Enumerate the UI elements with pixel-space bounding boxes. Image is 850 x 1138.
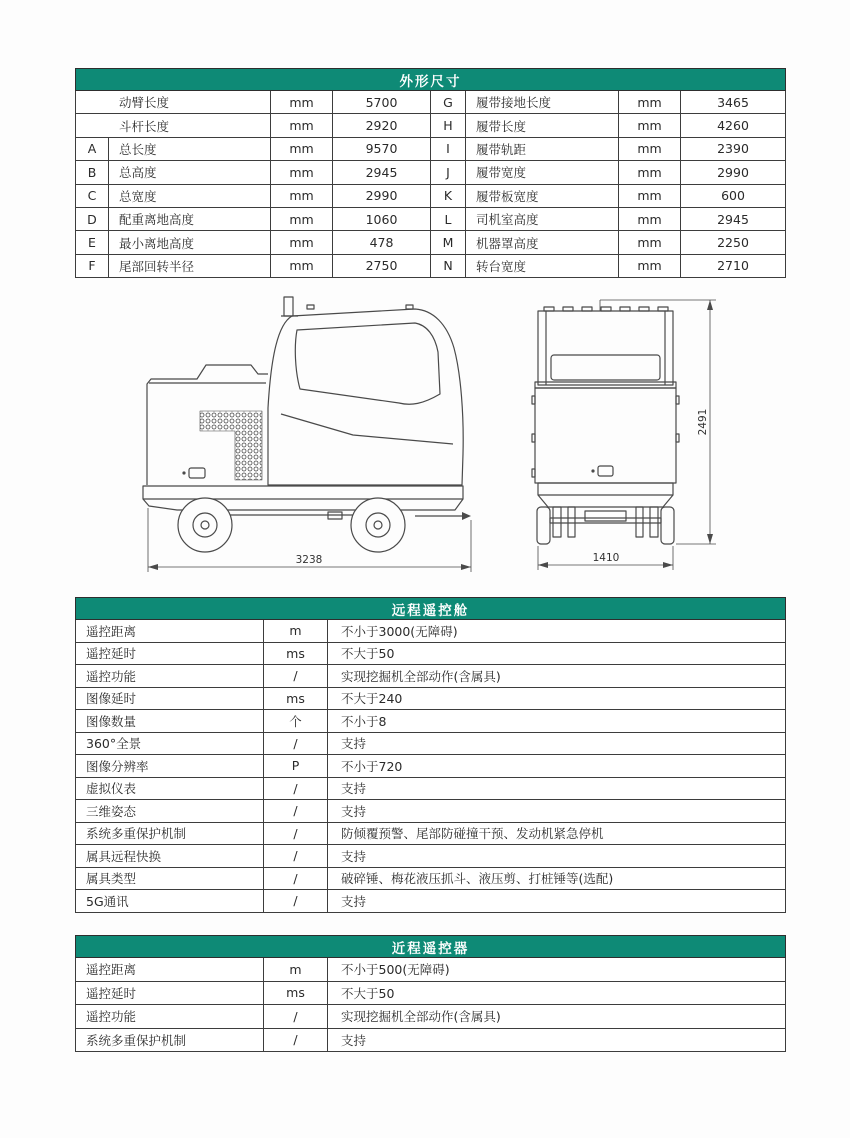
row-value: 478 [333, 231, 431, 254]
table-row [76, 642, 786, 665]
row-unit: mm [271, 161, 333, 184]
row-letter: K [431, 184, 466, 207]
row-label: 系统多重保护机制 [76, 1028, 264, 1052]
table-row [76, 732, 786, 755]
table-row [76, 710, 786, 733]
table-row [76, 231, 786, 254]
dimension-label-rear-height: 2491 [697, 408, 709, 436]
row-label: 履带轨距 [466, 137, 619, 160]
table-row [76, 800, 786, 823]
row-letter: C [76, 184, 109, 207]
row-letter: E [76, 231, 109, 254]
table-row [76, 1005, 786, 1029]
table-row [76, 161, 786, 184]
row-unit: / [264, 777, 328, 800]
row-value: 2990 [333, 184, 431, 207]
table-row [76, 1028, 786, 1052]
row-unit: mm [271, 231, 333, 254]
row-letter: D [76, 207, 109, 230]
row-label: 机器罩高度 [466, 231, 619, 254]
table-row [76, 890, 786, 913]
row-value: 2945 [333, 161, 431, 184]
row-unit: / [264, 665, 328, 688]
row-value: 不小于720 [328, 755, 786, 778]
row-value: 2250 [681, 231, 786, 254]
row-label: 图像延时 [76, 687, 264, 710]
row-label: 属具远程快换 [76, 845, 264, 868]
dimensions-table [75, 68, 786, 278]
table-row [76, 114, 786, 137]
row-label: 履带板宽度 [466, 184, 619, 207]
row-unit: ms [264, 642, 328, 665]
row-unit: mm [619, 207, 681, 230]
row-unit: / [264, 845, 328, 868]
row-unit: / [264, 1005, 328, 1029]
row-value: 支持 [328, 1028, 786, 1052]
row-unit: / [264, 890, 328, 913]
row-label: 斗杆长度 [76, 114, 271, 137]
table-row [76, 687, 786, 710]
row-label: 遥控功能 [76, 1005, 264, 1029]
table-row [76, 755, 786, 778]
row-value: 支持 [328, 732, 786, 755]
row-unit: mm [271, 91, 333, 114]
row-value: 实现挖掘机全部动作(含属具) [328, 665, 786, 688]
row-unit: m [264, 620, 328, 643]
row-letter: N [431, 254, 466, 277]
row-label: 三维姿态 [76, 800, 264, 823]
near-remote-table [75, 935, 786, 1052]
row-label: 遥控距离 [76, 958, 264, 982]
row-value: 2750 [333, 254, 431, 277]
row-value: 支持 [328, 777, 786, 800]
row-unit: / [264, 822, 328, 845]
row-value: 实现挖掘机全部动作(含属具) [328, 1005, 786, 1029]
row-label: 尾部回转半径 [109, 254, 271, 277]
row-value: 2945 [681, 207, 786, 230]
technical-drawings [0, 286, 850, 582]
row-unit: mm [619, 114, 681, 137]
row-label: 转台宽度 [466, 254, 619, 277]
row-label: 虚拟仪表 [76, 777, 264, 800]
row-value: 3465 [681, 91, 786, 114]
row-unit: mm [619, 137, 681, 160]
table-row [76, 958, 786, 982]
table-row [76, 845, 786, 868]
row-label: 总宽度 [109, 184, 271, 207]
table-header-row [76, 936, 786, 958]
row-value: 不小于500(无障碍) [328, 958, 786, 982]
row-value: 5700 [333, 91, 431, 114]
row-label: 属具类型 [76, 867, 264, 890]
row-label: 5G通讯 [76, 890, 264, 913]
row-value: 支持 [328, 845, 786, 868]
table-row [76, 822, 786, 845]
table-row [76, 184, 786, 207]
table-row [76, 620, 786, 643]
row-value: 2990 [681, 161, 786, 184]
table-row [76, 207, 786, 230]
row-label: 遥控延时 [76, 642, 264, 665]
row-value: 不大于50 [328, 642, 786, 665]
row-label: 司机室高度 [466, 207, 619, 230]
row-value: 2920 [333, 114, 431, 137]
table-title: 外形尺寸 [76, 69, 786, 91]
row-label: 图像数量 [76, 710, 264, 733]
remote-cabin-table [75, 597, 786, 913]
table-row [76, 777, 786, 800]
row-unit: / [264, 867, 328, 890]
row-label: 履带宽度 [466, 161, 619, 184]
table-row [76, 91, 786, 114]
row-value: 支持 [328, 890, 786, 913]
row-value: 2390 [681, 137, 786, 160]
row-unit: mm [619, 184, 681, 207]
row-value: 支持 [328, 800, 786, 823]
rear-view-drawing [520, 286, 730, 582]
row-value: 2710 [681, 254, 786, 277]
side-view-drawing [85, 286, 505, 582]
row-unit: mm [619, 91, 681, 114]
row-unit: ms [264, 981, 328, 1005]
row-unit: ms [264, 687, 328, 710]
row-label: 360°全景 [76, 732, 264, 755]
row-label: 最小离地高度 [109, 231, 271, 254]
row-unit: mm [271, 207, 333, 230]
row-label: 履带接地长度 [466, 91, 619, 114]
table-header-row [76, 69, 786, 91]
row-value: 不大于240 [328, 687, 786, 710]
row-label: 遥控功能 [76, 665, 264, 688]
table-row [76, 137, 786, 160]
row-label: 遥控距离 [76, 620, 264, 643]
dimension-label-rear-width: 1410 [592, 552, 620, 564]
row-unit: m [264, 958, 328, 982]
row-label: 图像分辨率 [76, 755, 264, 778]
table-title: 远程遥控舱 [76, 598, 786, 620]
row-label: 遥控延时 [76, 981, 264, 1005]
row-unit: mm [271, 184, 333, 207]
row-value: 1060 [333, 207, 431, 230]
row-letter: L [431, 207, 466, 230]
row-letter: F [76, 254, 109, 277]
row-letter: J [431, 161, 466, 184]
row-label: 系统多重保护机制 [76, 822, 264, 845]
table-row [76, 981, 786, 1005]
table-header-row [76, 598, 786, 620]
dimension-label-side-length: 3238 [295, 554, 323, 566]
row-letter: B [76, 161, 109, 184]
row-value: 600 [681, 184, 786, 207]
table-title: 近程遥控器 [76, 936, 786, 958]
row-unit: / [264, 1028, 328, 1052]
row-value: 4260 [681, 114, 786, 137]
row-letter: H [431, 114, 466, 137]
table-row [76, 665, 786, 688]
row-letter: M [431, 231, 466, 254]
row-label: 总高度 [109, 161, 271, 184]
row-unit: mm [619, 254, 681, 277]
row-value: 不小于8 [328, 710, 786, 733]
row-value: 9570 [333, 137, 431, 160]
row-letter: I [431, 137, 466, 160]
row-value: 防倾覆预警、尾部防碰撞干预、发动机紧急停机 [328, 822, 786, 845]
row-unit: mm [619, 231, 681, 254]
row-value: 破碎锤、梅花液压抓斗、液压剪、打桩锤等(选配) [328, 867, 786, 890]
row-unit: / [264, 732, 328, 755]
row-unit: mm [619, 161, 681, 184]
row-label: 履带长度 [466, 114, 619, 137]
row-letter: A [76, 137, 109, 160]
row-unit: P [264, 755, 328, 778]
row-label: 动臂长度 [76, 91, 271, 114]
row-unit: mm [271, 114, 333, 137]
table-row [76, 254, 786, 277]
row-unit: / [264, 800, 328, 823]
row-label: 总长度 [109, 137, 271, 160]
row-value: 不大于50 [328, 981, 786, 1005]
row-label: 配重离地高度 [109, 207, 271, 230]
row-value: 不小于3000(无障碍) [328, 620, 786, 643]
table-row [76, 867, 786, 890]
row-letter: G [431, 91, 466, 114]
row-unit: mm [271, 254, 333, 277]
row-unit: mm [271, 137, 333, 160]
row-unit: 个 [264, 710, 328, 733]
